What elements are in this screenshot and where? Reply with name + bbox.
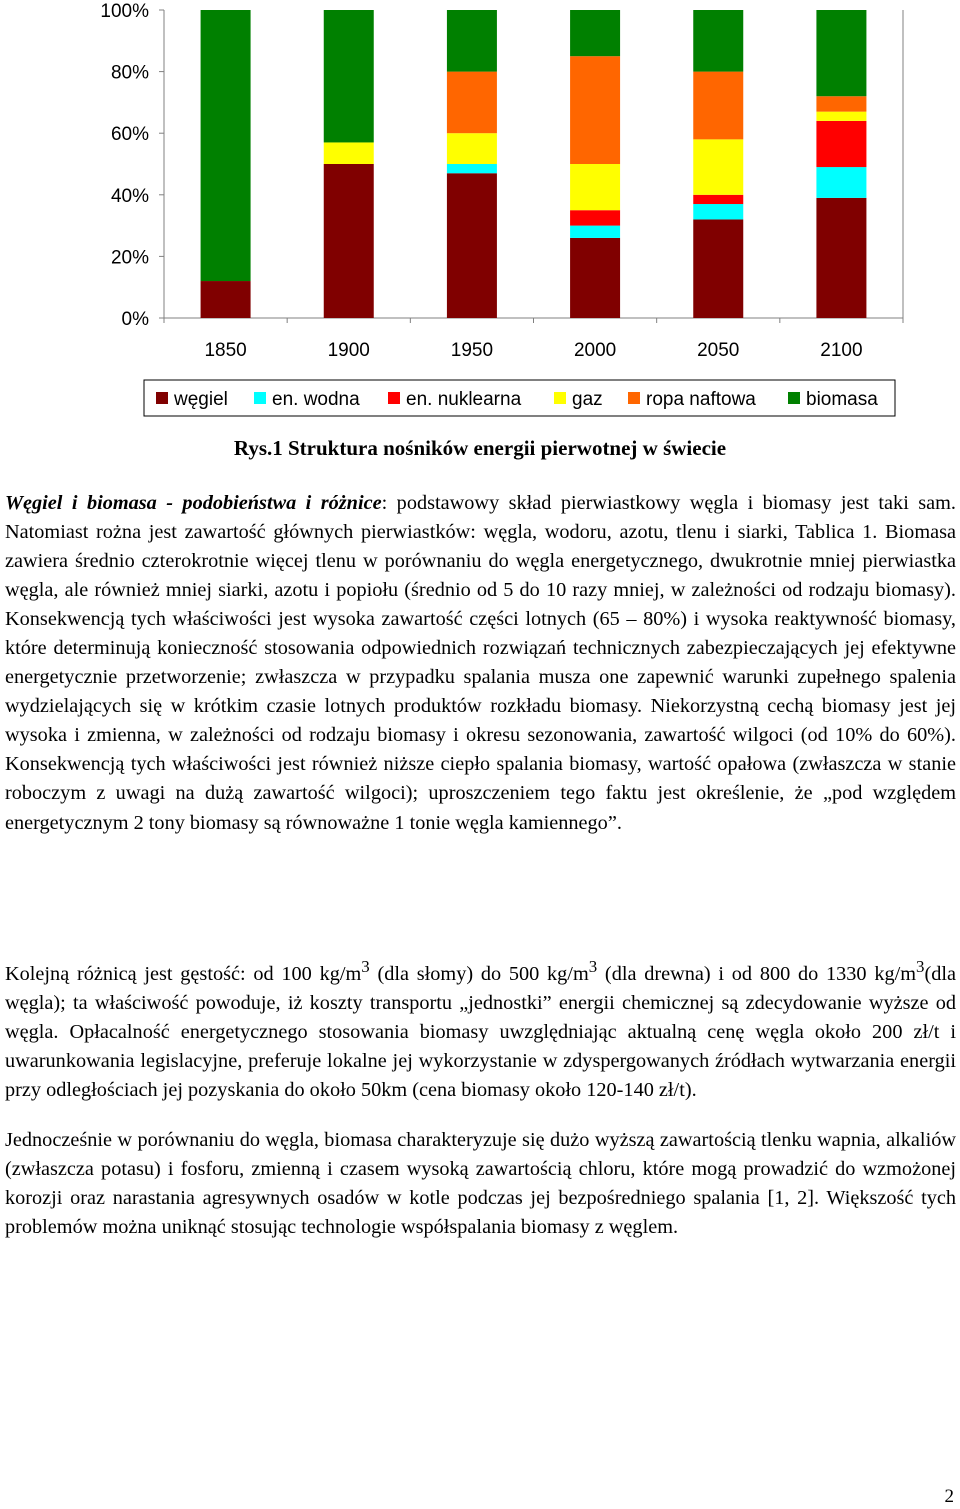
paragraph-2-text-c: (dla drewna) i od 800 do 1330 kg/m	[597, 962, 917, 985]
legend-swatch	[156, 392, 168, 404]
legend-swatch	[554, 392, 566, 404]
bars-group	[201, 10, 867, 318]
bar-segment-1950-gaz	[447, 133, 497, 164]
bar-segment-2100-en. wodna	[816, 167, 866, 198]
bar-segment-2000-węgiel	[570, 238, 620, 318]
y-tick-label: 60%	[110, 124, 149, 146]
y-tick-label: 0%	[121, 309, 149, 330]
bar-segment-2050-biomasa	[693, 10, 743, 72]
legend-swatch	[788, 392, 800, 404]
bar-segment-2000-ropa naftowa	[570, 56, 620, 164]
legend-label: en. wodna	[272, 389, 360, 410]
bar-segment-1900-węgiel	[324, 164, 374, 318]
bar-segment-1850-węgiel	[201, 281, 251, 318]
x-tick-label: 2000	[573, 340, 617, 361]
y-tick-label: 20%	[110, 247, 149, 269]
bar-segment-1950-en. wodna	[447, 164, 497, 173]
legend-swatch	[628, 392, 640, 404]
superscript-3: 3	[916, 957, 925, 976]
paragraph-1-lead: Węgiel i biomasa - podobieństwa i różnice	[5, 492, 382, 514]
x-tick-label: 1900	[327, 340, 370, 361]
y-tick-label: 40%	[110, 185, 149, 207]
paragraph-2-text-b: (dla słomy) do 500 kg/m	[369, 962, 589, 985]
paragraph-2-text-d: (dla węgla); ta właściwość powoduje, iż koszty transportu „jednostki” energii chemicznej są zdecydowanie wyższe od węgla. Opłacalność energetycznego stosowania biomasy uwzględniając aktualną cenę węgla około 200 zł/t i uwarunkowania legislacyjne, preferuje lokalne jej wykorzystanie w zdyspergowanych źródłach wytwarzania energii przy odległościach jej pozyskania do około 50km (cena biomasy około 120-140 zł/t).	[5, 962, 956, 1101]
page-number: 2	[944, 1486, 954, 1507]
legend-label: en. nuklearna	[406, 389, 522, 410]
bar-segment-2050-ropa naftowa	[693, 72, 743, 140]
bar-segment-2100-węgiel	[816, 198, 866, 318]
bar-segment-1900-gaz	[324, 142, 374, 164]
bar-segment-2100-gaz	[816, 112, 866, 121]
paragraph-1-body: : podstawowy skład pierwiastkowy węgla i biomasy jest taki sam. Natomiast rożna jest zawartość głównych pierwiastków: węgla, wodoru, azotu, tlenu i siarki, Tablica 1. Biomasa zawiera średnio czterokrotnie więcej tlenu w porównaniu do węgla energetycznego, dwukrotnie mniej pierwiastka węgla, ale również mniej siarki, azotu i popiołu (średnio od 5 do 10 razy mniej, w zależności od rodzaju biomasy). Konsekwencją tych właściwości jest wysoka zawartość części lotnych (65 – 80%) i wysoka reaktywność biomasy, które determinują konieczność stosowania odpowiednich rozwiązań technicznych zabezpieczających jej efektywne energetycznie przetworzenie; zwłaszcza w przypadku spalania musza one zapewnić warunki zupełnego spalenia wydzielających się w krótkim czasie lotnych produktów rozkładu biomasy. Niekorzystną cechą biomasy jest jej wysoka i zmienna, w zależności od rodzaju biomasy i okresu sezonowania, zawartość wilgoci (od 10% do 60%). Konsekwencją tych właściwości jest również niższe ciepło spalania biomasy, wartość opałowa (zwłaszcza w stanie roboczym z uwagi na dużą zawartość wilgoci); uproszczeniem tego faktu jest określenie, że „pod względem energetycznym 2 tony biomasy są równoważne 1 tonie węgla kamiennego”.	[5, 492, 956, 834]
stacked-bar-chart	[0, 0, 960, 425]
superscript-3: 3	[361, 957, 370, 976]
bar-segment-2050-gaz	[693, 139, 743, 194]
bar-segment-1950-węgiel	[447, 173, 497, 318]
bar-segment-2100-ropa naftowa	[816, 96, 866, 111]
x-axis-ticks	[164, 318, 903, 361]
bar-segment-2050-en. wodna	[693, 204, 743, 219]
bar-segment-2050-en. nuklearna	[693, 195, 743, 204]
superscript-3: 3	[588, 957, 598, 976]
legend-label: biomasa	[806, 389, 878, 410]
paragraph-2-text-a: Kolejną różnicą jest gęstość: od 100 kg/m	[5, 962, 362, 985]
legend-swatch	[254, 392, 266, 404]
bar-segment-2000-gaz	[570, 164, 620, 210]
x-tick-label: 1850	[204, 340, 247, 361]
legend-label: ropa naftowa	[646, 389, 756, 410]
x-tick-label: 2100	[820, 340, 863, 361]
paragraph-2	[5, 952, 956, 1105]
paragraph-3: Jednocześnie w porównaniu do węgla, biomasa charakteryzuje się dużo wyższą zawartością tlenku wapnia, alkaliów (zwłaszcza potasu) i fosforu, zmienną i czasem wysoką zawartością chloru, które mogą prowadzić do wzmożonej korozji oraz narastania agresywnych osadów w kotle podczas jej bezpośredniego spalania [1, 2]. Większość tych problemów można uniknąć stosując technologie współspalania biomasy z węglem.	[5, 1129, 956, 1239]
y-tick-label: 80%	[110, 62, 149, 84]
legend-swatch	[388, 392, 400, 404]
y-axis-ticks	[100, 1, 164, 330]
bar-segment-2000-en. wodna	[570, 226, 620, 238]
y-tick-label: 100%	[100, 1, 149, 22]
legend-label: węgiel	[174, 389, 228, 410]
legend-label: gaz	[572, 389, 603, 410]
legend	[156, 389, 878, 410]
bar-segment-1950-ropa naftowa	[447, 72, 497, 134]
figure-caption: Rys.1 Struktura nośników energii pierwotnej w świecie	[233, 436, 727, 460]
bar-segment-2100-en. nuklearna	[816, 121, 866, 167]
paragraph-1	[5, 489, 956, 838]
bar-segment-2000-biomasa	[570, 10, 620, 56]
bar-segment-2000-en. nuklearna	[570, 210, 620, 225]
bar-segment-2100-biomasa	[816, 10, 866, 96]
bar-segment-1950-biomasa	[447, 10, 497, 72]
x-tick-label: 2050	[697, 340, 740, 361]
bar-segment-1900-biomasa	[324, 10, 374, 142]
x-tick-label: 1950	[450, 340, 494, 361]
bar-segment-1850-biomasa	[201, 10, 251, 281]
bar-segment-2050-węgiel	[693, 219, 743, 318]
